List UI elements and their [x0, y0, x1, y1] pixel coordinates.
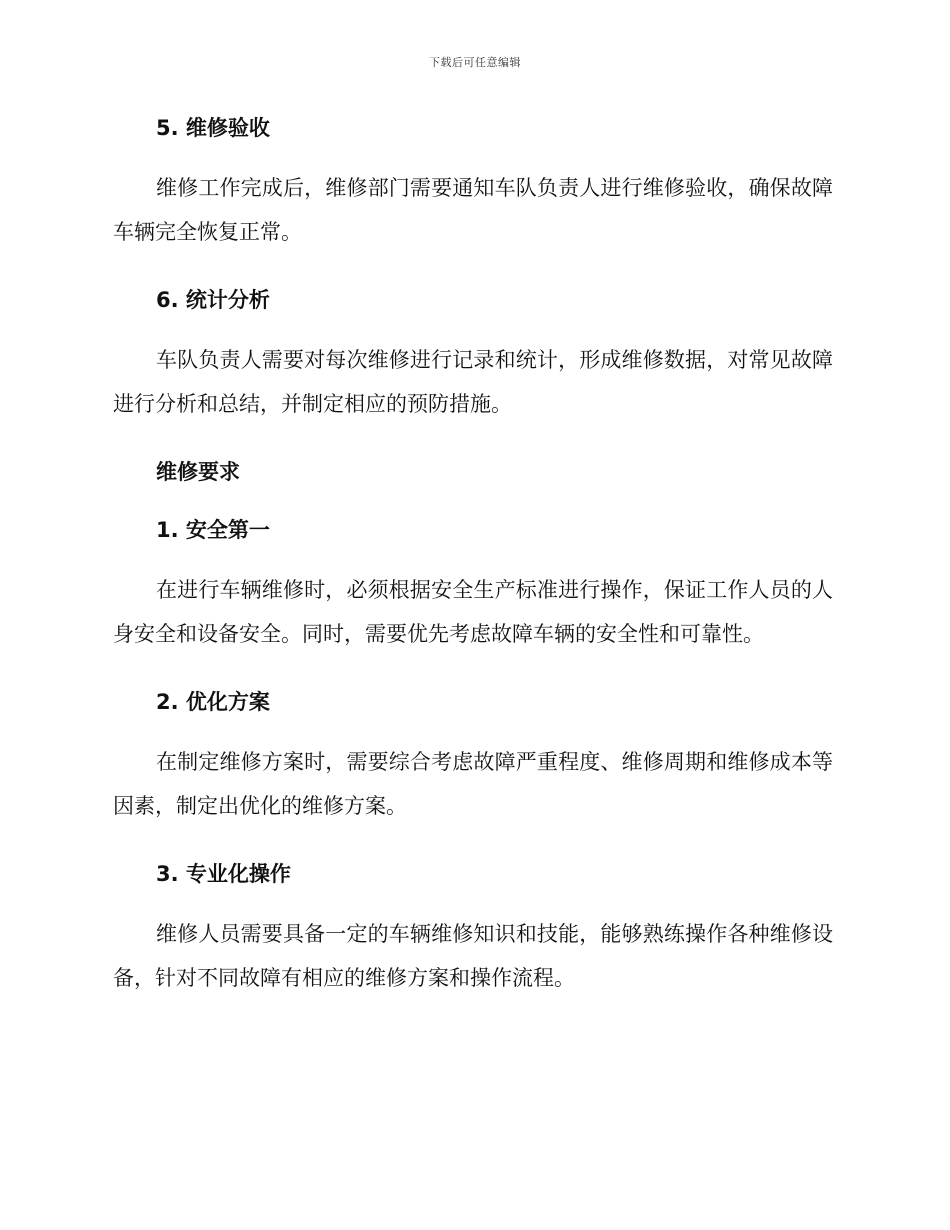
section-heading-professional: 3. 专业化操作	[156, 862, 291, 886]
section-heading-optimization: 2. 优化方案	[156, 690, 270, 714]
section-paragraph-professional: 维修人员需要具备一定的车辆维修知识和技能，能够熟练操作各种维修设备，针对不同故障有相应的维修方案和操作流程。	[113, 922, 833, 990]
section-paragraph-safety: 在进行车辆维修时，必须根据安全生产标准进行操作，保证工作人员的人身安全和设备安全。同时，需要优先考虑故障车辆的安全性和可靠性。	[113, 578, 833, 646]
section-heading-acceptance: 5. 维修验收	[156, 116, 270, 140]
document-body	[113, 110, 833, 1028]
section-paragraph-statistics: 车队负责人需要对每次维修进行记录和统计，形成维修数据，对常见故障进行分析和总结，并制定相应的预防措施。	[113, 348, 833, 416]
section-heading-requirements: 维修要求	[156, 460, 240, 484]
section-heading-statistics: 6. 统计分析	[156, 288, 270, 312]
section-paragraph-optimization: 在制定维修方案时，需要综合考虑故障严重程度、维修周期和维修成本等因素，制定出优化的维修方案。	[113, 750, 833, 818]
section-paragraph-acceptance: 维修工作完成后，维修部门需要通知车队负责人进行维修验收，确保故障车辆完全恢复正常。	[113, 176, 833, 244]
page-header: 下载后可任意编辑	[429, 56, 521, 69]
section-heading-safety: 1. 安全第一	[156, 518, 270, 542]
